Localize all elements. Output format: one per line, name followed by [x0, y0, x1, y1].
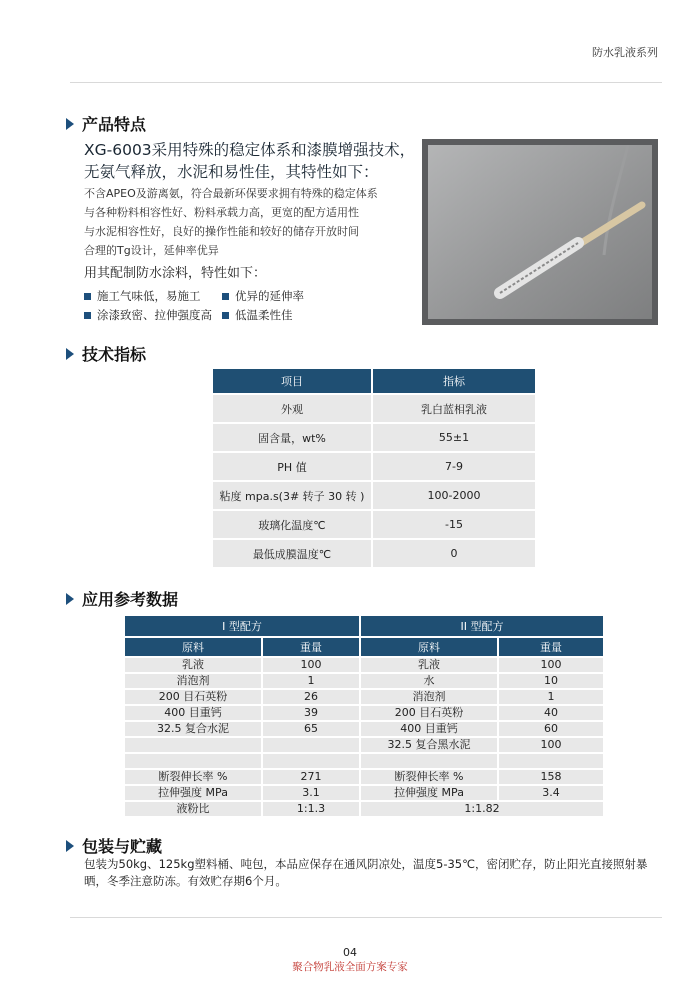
- table-header-cell: I 型配方: [125, 616, 359, 636]
- table-row: [125, 690, 603, 704]
- table-cell: 60: [499, 722, 603, 736]
- table-cell: 1: [263, 674, 359, 688]
- table-cell: [499, 754, 603, 768]
- table-cell: 固含量，wt%: [213, 424, 371, 451]
- intro-body: [84, 184, 424, 260]
- table-header-cell: 原料: [125, 638, 261, 656]
- table-subheader-row: [125, 638, 603, 656]
- table-cell: 1: [499, 690, 603, 704]
- triangle-bullet-icon: [66, 593, 74, 605]
- table-cell: 100: [263, 658, 359, 672]
- storage-text: 包装为50kg、125kg塑料桶、吨包，本品应保存在通风阴凉处，温度5-35℃，密闭贮存，防止阳光直接照射暴晒，冬季注意防冻。有效贮存期6个月。: [84, 857, 648, 888]
- product-photo: [422, 139, 658, 325]
- table-row: [125, 674, 603, 688]
- square-bullet-icon: [222, 293, 229, 300]
- table-row: [125, 754, 603, 768]
- table-cell: 10: [499, 674, 603, 688]
- series-label: 防水乳液系列: [592, 46, 658, 59]
- table-row: [125, 738, 603, 752]
- table-cell: 乳白蓝相乳液: [373, 395, 535, 422]
- table-cell: [361, 754, 497, 768]
- table-row: [213, 424, 535, 451]
- table-cell: 3.4: [499, 786, 603, 800]
- table-cell: 断裂伸长率 %: [361, 770, 497, 784]
- table-header-row: [213, 369, 535, 393]
- feature-item: 涂漆致密、拉伸强度高: [84, 307, 212, 323]
- table-cell: 0: [373, 540, 535, 567]
- table-row: [125, 722, 603, 736]
- features-title: 用其配制防水涂料，特性如下：: [84, 266, 267, 281]
- trowel-illustration: [428, 145, 652, 319]
- table-cell: [125, 738, 261, 752]
- intro-line: 与各种粉料相容性好、粉料承载力高，更宽的配方适用性: [84, 206, 359, 219]
- table-cell: 100-2000: [373, 482, 535, 509]
- footer-slogan: 聚合物乳液全面方案专家: [292, 961, 408, 973]
- table-row: [213, 482, 535, 509]
- table-cell: 158: [499, 770, 603, 784]
- section-title-text: 包装与贮藏: [82, 837, 163, 856]
- table-cell: 乳液: [361, 658, 497, 672]
- section-title-text: 技术指标: [82, 345, 147, 364]
- table-cell: 32.5 复合水泥: [125, 722, 261, 736]
- section-title-features: [66, 112, 146, 135]
- specs-table: [211, 367, 537, 569]
- triangle-bullet-icon: [66, 840, 74, 852]
- table-cell: 最低成膜温度℃: [213, 540, 371, 567]
- table-cell: 400 目重钙: [125, 706, 261, 720]
- table-cell: -15: [373, 511, 535, 538]
- table-cell: 200 目石英粉: [361, 706, 497, 720]
- table-row: [213, 453, 535, 480]
- table-cell: 100: [499, 658, 603, 672]
- table-cell: 玻璃化温度℃: [213, 511, 371, 538]
- triangle-bullet-icon: [66, 118, 74, 130]
- table-row: [213, 511, 535, 538]
- intro-headline: XG-6003采用特殊的稳定体系和漆膜增强技术，无氨气释放，水泥和易性佳，其特性如下：: [84, 141, 416, 181]
- table-cell: 拉伸强度 MPa: [125, 786, 261, 800]
- table-cell: 液粉比: [125, 802, 261, 816]
- section-title-application: [66, 587, 178, 610]
- header-divider: [70, 82, 662, 83]
- table-cell: 40: [499, 706, 603, 720]
- footer-divider: [70, 917, 662, 918]
- table-cell: 水: [361, 674, 497, 688]
- square-bullet-icon: [222, 312, 229, 319]
- section-title-storage: [66, 834, 162, 857]
- table-header-cell: 重量: [499, 638, 603, 656]
- table-cell: 39: [263, 706, 359, 720]
- table-cell: 断裂伸长率 %: [125, 770, 261, 784]
- table-cell: 26: [263, 690, 359, 704]
- table-cell: 271: [263, 770, 359, 784]
- table-header-cell: 项目: [213, 369, 371, 393]
- table-cell: [263, 754, 359, 768]
- section-title-text: 产品特点: [82, 115, 147, 134]
- feature-item: 低温柔性佳: [222, 307, 293, 323]
- table-cell: 1:1.3: [263, 802, 359, 816]
- table-row: [213, 395, 535, 422]
- square-bullet-icon: [84, 312, 91, 319]
- table-cell: [125, 754, 261, 768]
- feature-item: 施工气味低，易施工: [84, 288, 201, 304]
- table-cell: 外观: [213, 395, 371, 422]
- table-row: [213, 540, 535, 567]
- table-cell: 65: [263, 722, 359, 736]
- feature-item: 优异的延伸率: [222, 288, 304, 304]
- table-cell: 1:1.82: [361, 802, 603, 816]
- table-header-cell: 指标: [373, 369, 535, 393]
- table-cell: 55±1: [373, 424, 535, 451]
- table-cell: 消泡剂: [361, 690, 497, 704]
- table-cell: PH 值: [213, 453, 371, 480]
- table-row: [125, 786, 603, 800]
- formula-table: [123, 614, 605, 818]
- table-cell: [263, 738, 359, 752]
- table-header-cell: 原料: [361, 638, 497, 656]
- table-row: [125, 706, 603, 720]
- section-title-specs: [66, 342, 146, 365]
- intro-line: 与水泥相容性好，良好的操作性能和较好的储存开放时间: [84, 225, 359, 238]
- triangle-bullet-icon: [66, 348, 74, 360]
- table-cell: 32.5 复合黑水泥: [361, 738, 497, 752]
- table-cell: 400 目重钙: [361, 722, 497, 736]
- table-cell: 消泡剂: [125, 674, 261, 688]
- table-row: [125, 802, 603, 816]
- table-cell: 3.1: [263, 786, 359, 800]
- section-title-text: 应用参考数据: [82, 590, 179, 609]
- table-cell: 乳液: [125, 658, 261, 672]
- table-header-cell: II 型配方: [361, 616, 603, 636]
- table-cell: 100: [499, 738, 603, 752]
- table-row: [125, 658, 603, 672]
- table-cell: 粘度 mpa.s(3# 转子 30 转 ): [213, 482, 371, 509]
- table-cell: 200 目石英粉: [125, 690, 261, 704]
- page-number: 04: [343, 946, 357, 959]
- table-cell: 拉伸强度 MPa: [361, 786, 497, 800]
- square-bullet-icon: [84, 293, 91, 300]
- intro-line: 不含APEO及游离氨，符合最新环保要求拥有特殊的稳定体系: [84, 187, 378, 200]
- table-header-cell: 重量: [263, 638, 359, 656]
- table-row: [125, 770, 603, 784]
- table-cell: 7-9: [373, 453, 535, 480]
- intro-line: 合理的Tg设计，延伸率优异: [84, 244, 219, 257]
- table-header-row: [125, 616, 603, 636]
